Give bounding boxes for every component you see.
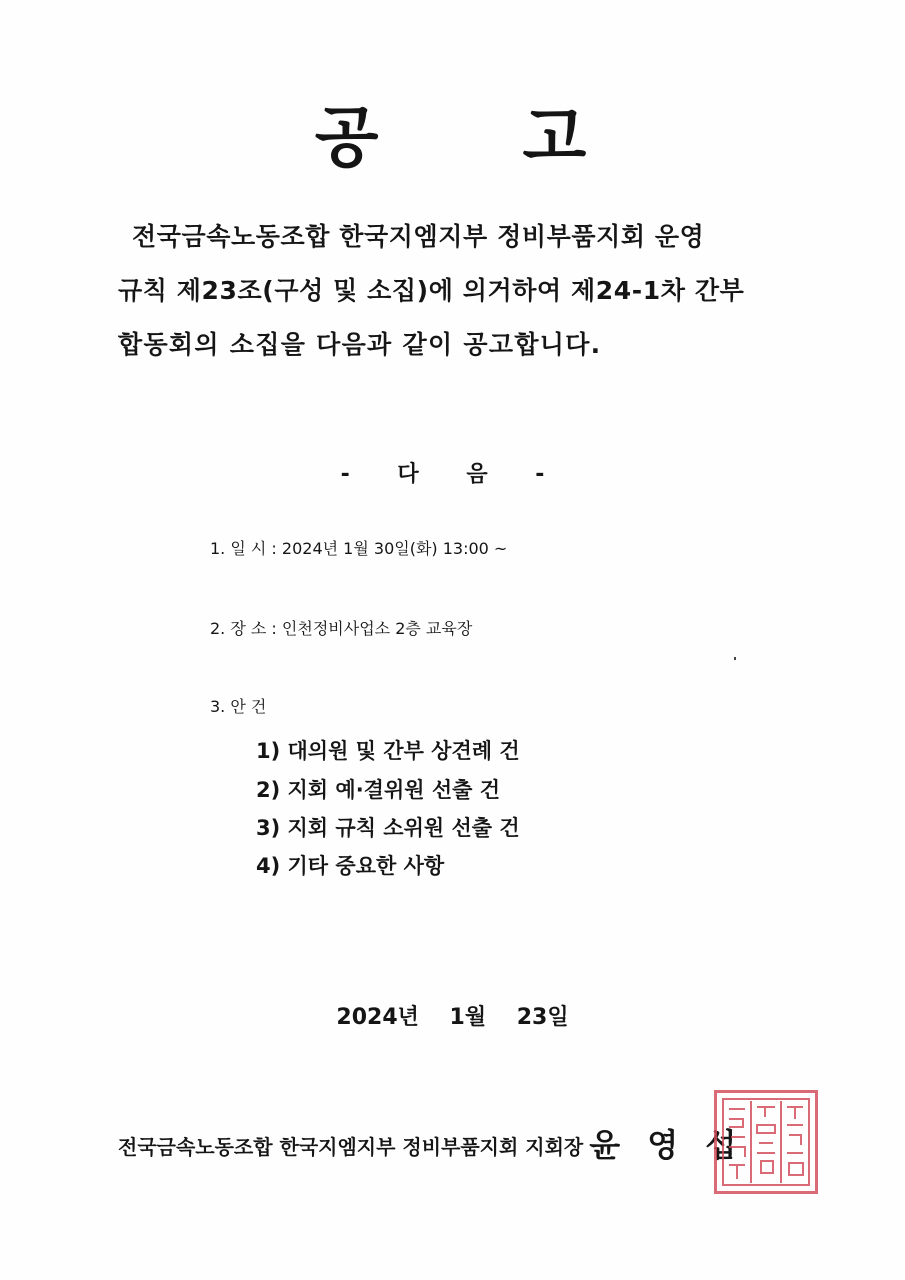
official-seal-icon bbox=[714, 1090, 818, 1194]
intro-line-1: 전국금속노동조합 한국지엠지부 정비부품지회 운영 bbox=[132, 222, 705, 251]
agenda-item-2: 2) 지회 예·결위원 선출 건 bbox=[256, 778, 501, 802]
notice-date: 2024년 1월 23일 bbox=[336, 1005, 569, 1030]
signature-organization: 전국금속노동조합 한국지엠지부 정비부품지회 지회장 bbox=[118, 1135, 584, 1159]
item-location: 2. 장 소 : 인천정비사업소 2층 교육장 bbox=[210, 619, 473, 638]
agenda-item-4: 4) 기타 중요한 사항 bbox=[256, 854, 445, 878]
title-char-1: 공 bbox=[314, 98, 383, 176]
scan-speck bbox=[734, 657, 736, 660]
notice-title bbox=[0, 84, 905, 179]
intro-line-3: 합동회의 소집을 다음과 같이 공고합니다. bbox=[118, 330, 602, 359]
subheading: - 다 음 - bbox=[340, 462, 565, 487]
agenda-item-1: 1) 대의원 및 간부 상견례 건 bbox=[256, 739, 520, 763]
intro-paragraph bbox=[118, 210, 798, 372]
item-agenda-heading: 3. 안 건 bbox=[210, 697, 267, 716]
intro-line-2: 규칙 제23조(구성 및 소집)에 의거하여 제24-1차 간부 bbox=[118, 276, 745, 305]
item-datetime: 1. 일 시 : 2024년 1월 30일(화) 13:00 ~ bbox=[210, 539, 508, 558]
title-char-2: 고 bbox=[522, 98, 591, 176]
agenda-item-3: 3) 지회 규칙 소위원 선출 건 bbox=[256, 816, 520, 840]
signature-line bbox=[118, 1120, 744, 1166]
signature-name: 윤 영 섭 bbox=[589, 1126, 745, 1164]
